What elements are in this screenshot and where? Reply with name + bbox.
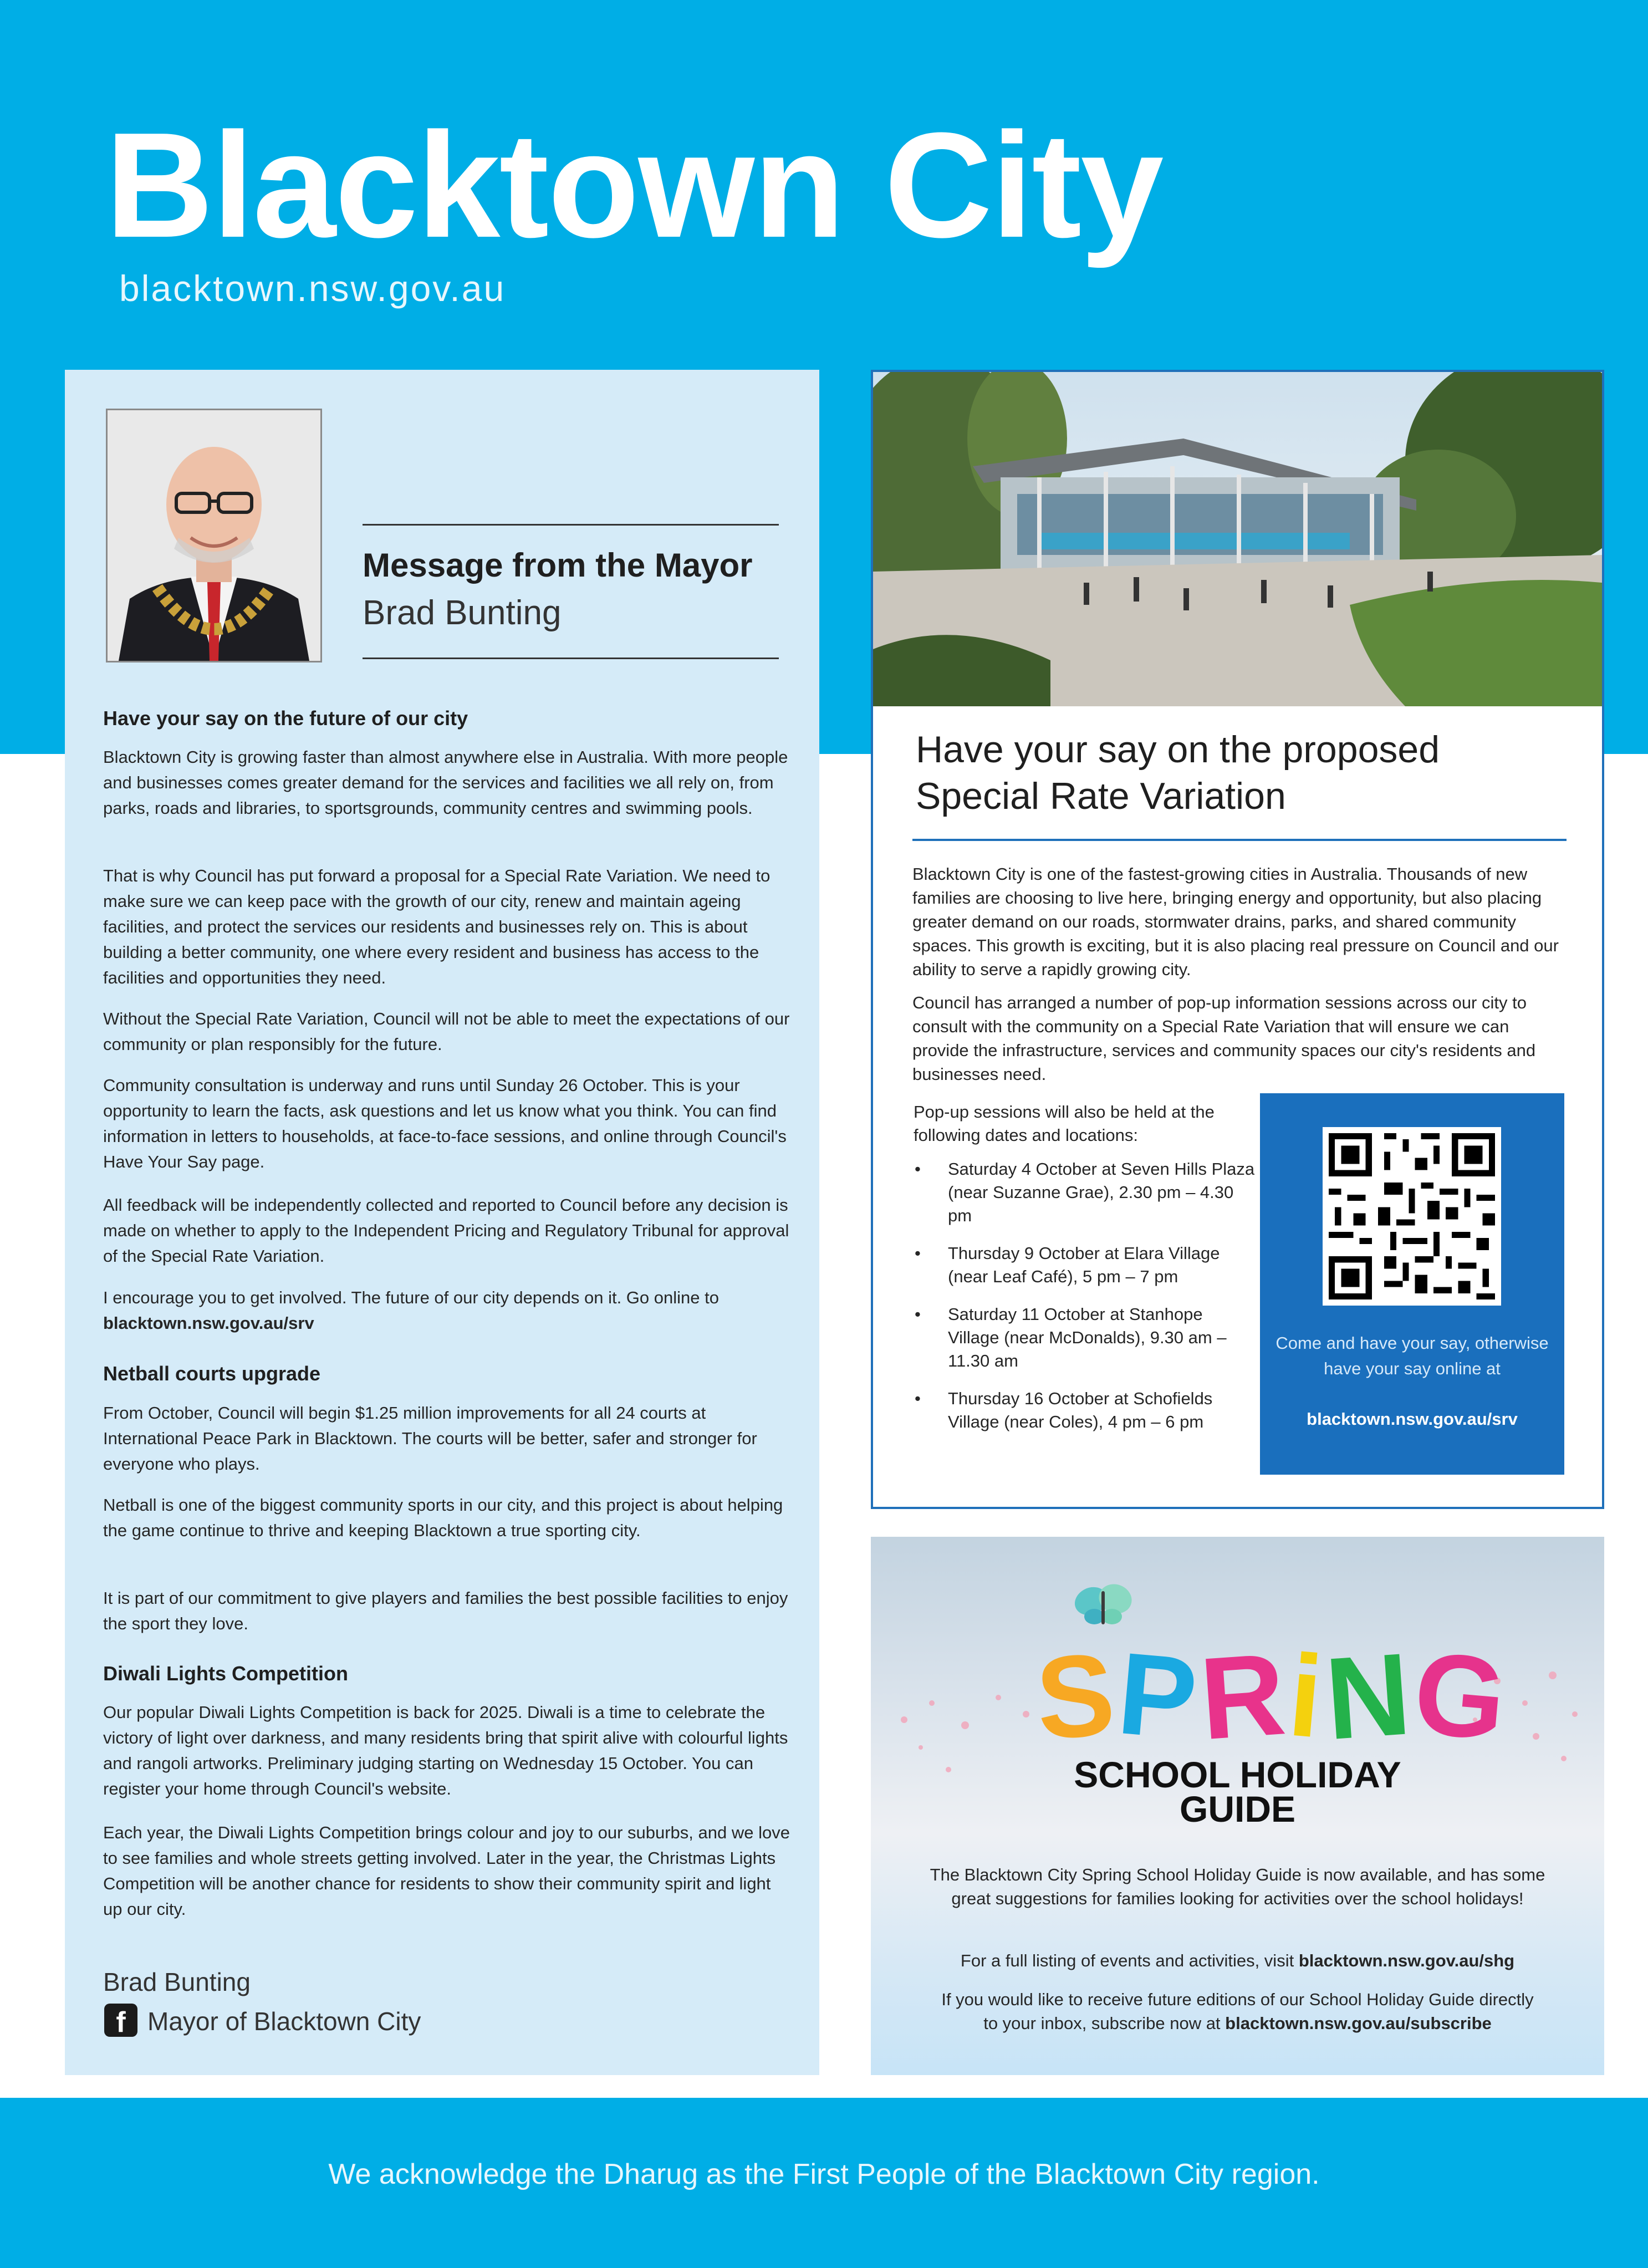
guide-listing-text: For a full listing of events and activities, visit [960,1951,1294,1970]
session-item: • Thursday 16 October at Schofields Village (near Coles), 4 pm – 6 pm [914,1387,1258,1434]
qr-callout-link[interactable]: blacktown.nsw.gov.au/srv [1307,1409,1518,1429]
srv-link[interactable]: blacktown.nsw.gov.au/srv [103,1313,314,1333]
mayor-paragraph: It is part of our commitment to give players and families the best possible facilities to enjoy the sport they love. [103,1588,788,1633]
mayor-paragraph-srv [103,1285,790,1336]
mayor-paragraph: Blacktown City is growing faster than almost anywhere else in Australia. With more people and businesses comes greater demand for the services and facilities we all rely on, from parks, roads and libraries, to sportsgrounds, community centres and swimming pools. [103,747,788,818]
mayor-paragraph: Community consultation is underway and runs until Sunday 26 October. This is your opportunity to learn the facts, ask questions and let us know what you think. You can find information in letters to households, at face-to-face sessions, and online through Council's Have Your Say page. [103,1076,787,1171]
mayor-paragraph: Our popular Diwali Lights Competition is back for 2025. Diwali is a time to celebrate the victory of light over darkness, and many residents bring that spirit alive with colourful lights and rangoli artworks. Preliminary judging starting on Wednesday 15 October. You can register your home through Council's website. [103,1703,788,1798]
guide-paragraph-subscribe [871,1987,1604,2035]
sessions-intro: Pop-up sessions will also be held at the following dates and locations: [914,1102,1215,1145]
spring-letter: i [1283,1629,1332,1763]
mayor-portrait [106,409,322,662]
spring-letter: G [1409,1627,1516,1766]
mayor-message-heading: Message from the Mayor [363,547,753,584]
spring-letter: S [1032,1628,1124,1764]
butterfly-icon [1070,1580,1136,1633]
website-link[interactable]: blacktown.nsw.gov.au [119,268,506,309]
section-heading-have-your-say: Have your say on the future of our city [103,707,468,730]
session-item: • Saturday 4 October at Seven Hills Plaza (near Suzanne Grae), 2.30 pm – 4.30 pm [914,1158,1258,1227]
page-title: Blacktown City [105,102,1163,269]
spring-letter: R [1196,1628,1294,1765]
mayor-paragraph: Netball is one of the biggest community sports in our city, and this project is about helping the game continue to thrive and keeping Blacktown a true sporting city. [103,1495,783,1540]
srv-paragraph: Council has arranged a number of pop-up information sessions across our city to consult with the community on a Special Rate Variation that will ensure we can provide the infrastructure, services and community spaces our city's residents and businesses need. [912,993,1536,1084]
spring-letter: N [1322,1628,1419,1765]
mayor-paragraph: That is why Council has put forward a proposal for a Special Rate Variation. We need to make sure we can keep pace with the growth of our city, renew and maintain ageing facilities, and protect the services our residents and businesses rely on. This is about building a better community, one where every resident and business has access to the facilities and opportunities they need. [103,866,771,987]
section-heading-netball: Netball courts upgrade [103,1362,321,1385]
srv-heading-rule [912,839,1567,841]
srv-paragraph: Blacktown City is one of the fastest-growing cities in Australia. Thousands of new families are choosing to live here, bringing energy and opportunity, but also placing greater demand on our roads, stormwater drains, parks, and shared community spaces. This growth is exciting, but it is also placing real pressure on Council and our ability to serve a rapidly growing city. [912,864,1559,979]
guide-subscribe-text: If you would like to receive future editions of our School Holiday Guide directly to your inbox, subscribe now at [941,1990,1534,2033]
mayor-name: Brad Bunting [363,594,562,632]
mayor-paragraph: Each year, the Diwali Lights Competition brings colour and joy to our suburbs, and we love to see families and whole streets getting involved. Later in the year, the Christmas Lights Competition will be another chance for residents to show their community spirit and light up our city. [103,1823,790,1919]
guide-subtitle-line2: GUIDE [1179,1788,1296,1829]
session-item: • Thursday 9 October at Elara Village (near Leaf Café), 5 pm – 7 pm [914,1242,1258,1288]
heading-top-rule [363,524,779,526]
qr-code-icon[interactable] [1323,1127,1501,1306]
guide-paragraph-listing [871,1949,1604,1973]
signature-name: Brad Bunting [103,1968,251,1996]
spring-title [1032,1627,1516,1766]
facebook-icon[interactable]: f [104,2004,137,2037]
aquatic-centre-render [873,372,1602,706]
srv-heading [916,726,1581,819]
qr-callout-text: Come and have your say, otherwise have your say online at [1275,1333,1549,1378]
session-item: • Saturday 11 October at Stanhope Village (near McDonalds), 9.30 am – 11.30 am [914,1303,1258,1373]
spring-word [1032,1627,1516,1766]
srv-heading-line1: Have your say on the proposed [916,728,1440,771]
heading-bottom-rule [363,658,779,659]
signature-title: Mayor of Blacktown City [147,2007,421,2036]
guide-subscribe-link[interactable]: blacktown.nsw.gov.au/subscribe [1225,2014,1492,2033]
mayor-paragraph: From October, Council will begin $1.25 million improvements for all 24 courts at International Peace Park in Blacktown. The courts will be better, safer and stronger for everyone who plays. [103,1403,757,1474]
spring-letter: P [1113,1627,1207,1765]
srv-invite-text: I encourage you to get involved. The future of our city depends on it. Go online to [103,1288,719,1307]
section-heading-diwali: Diwali Lights Competition [103,1662,348,1685]
mayor-paragraph: Without the Special Rate Variation, Council will not be able to meet the expectations of our community or plan responsibly for the future. [103,1009,790,1054]
mayor-paragraph: All feedback will be independently collected and reported to Council before any decision is made on whether to apply to the Independent Pricing and Regulatory Tribunal for approval of the Special Rate Variation. [103,1195,789,1266]
sessions-list [914,1158,1258,1448]
guide-subtitle-line1: SCHOOL HOLIDAY [1074,1754,1401,1795]
srv-heading-line2: Special Rate Variation [916,775,1286,817]
guide-paragraph: The Blacktown City Spring School Holiday Guide is now available, and has some great suggestions for families looking for activities over the school holidays! [930,1865,1545,1908]
acknowledgement-of-country: We acknowledge the Dharug as the First People of the Blacktown City region. [328,2158,1320,2190]
guide-listing-link[interactable]: blacktown.nsw.gov.au/shg [1298,1951,1515,1970]
